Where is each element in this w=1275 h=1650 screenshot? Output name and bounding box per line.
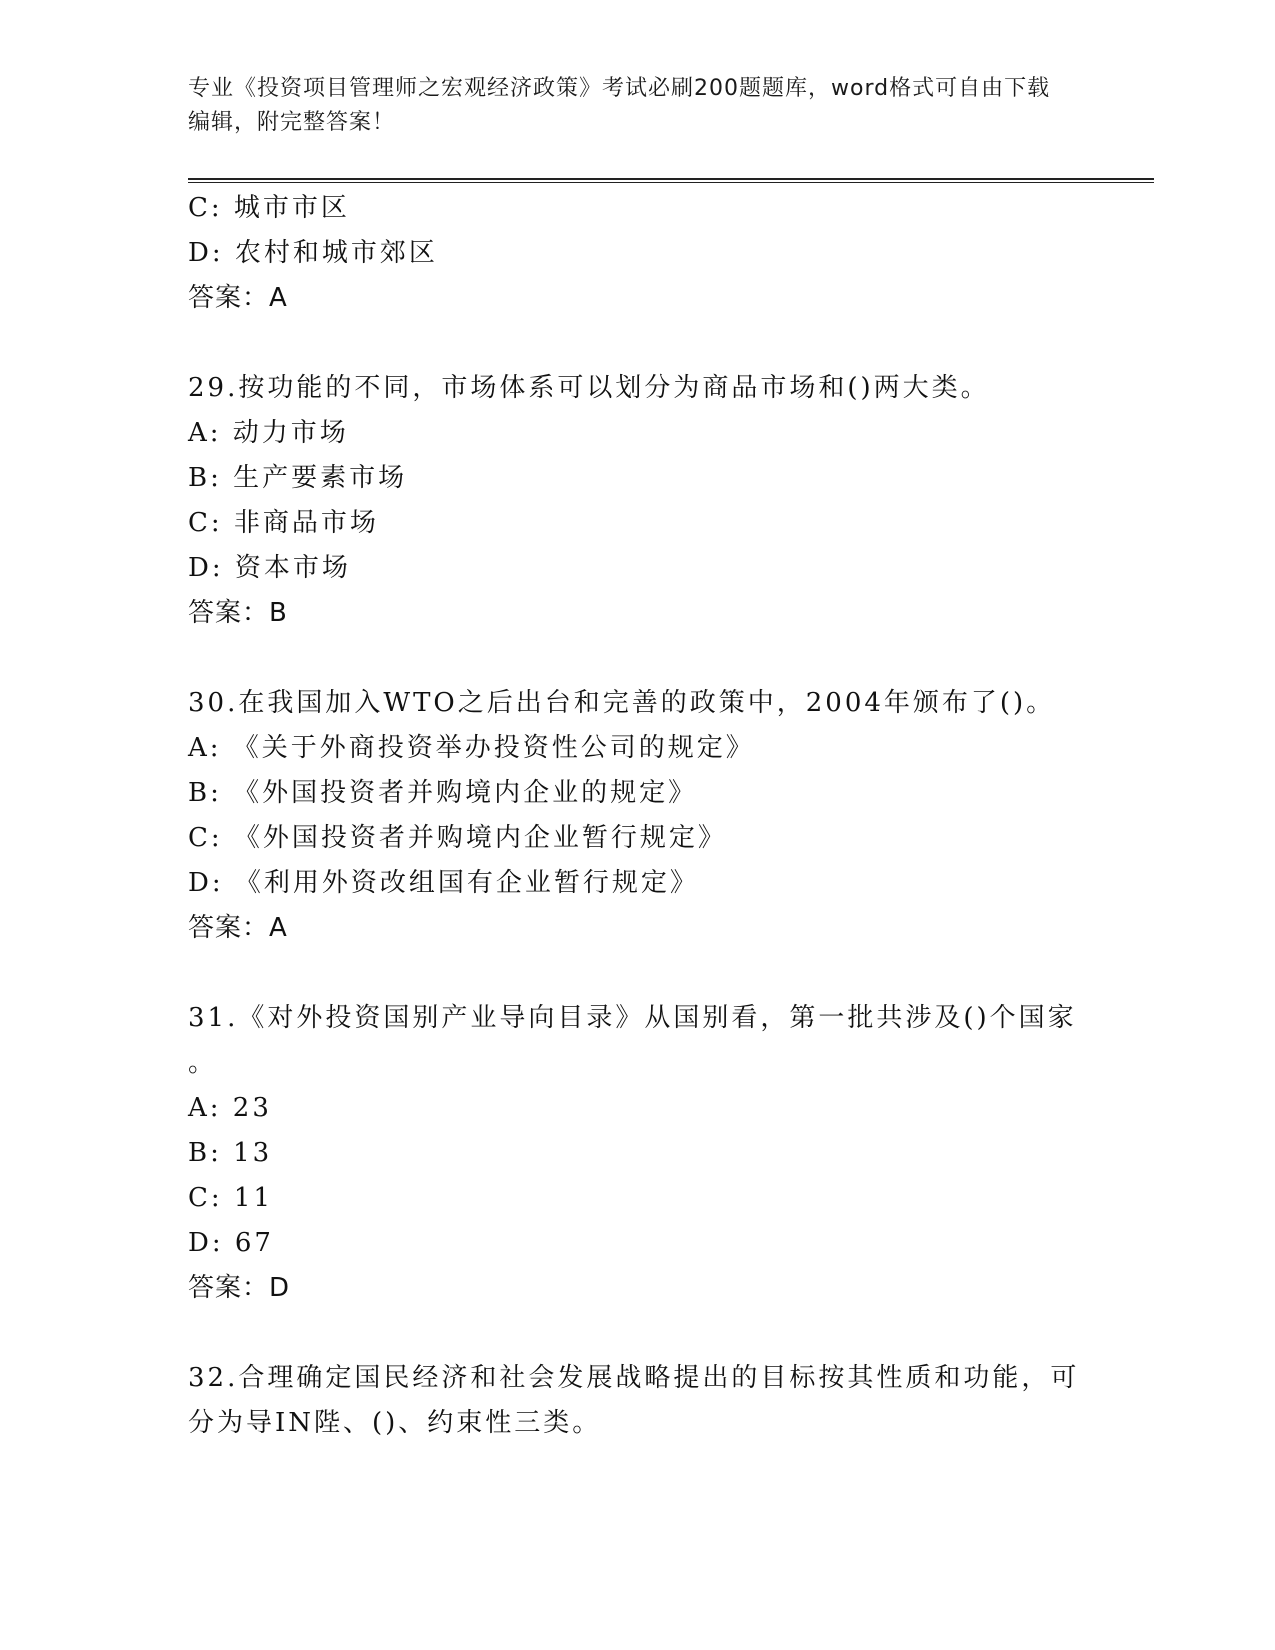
answer-line: 答案：D (188, 1273, 291, 1303)
option-a: A: 《关于外商投资举办投资性公司的规定》 (188, 733, 755, 763)
option-a: A: 23 (188, 1093, 272, 1123)
option-a: A: 动力市场 (188, 418, 349, 448)
question-block-28 (188, 186, 1088, 321)
document-header (188, 72, 1068, 140)
option-b: B: 13 (188, 1138, 273, 1168)
spacer (188, 321, 1088, 366)
question-block-32 (188, 1356, 1088, 1446)
question-stem: 30.在我国加入WTO之后出台和完善的政策中，2004年颁布了()。 (188, 688, 1056, 718)
question-block-30 (188, 681, 1088, 951)
option-c: C: 城市市区 (188, 193, 350, 223)
question-block-29 (188, 366, 1088, 636)
answer-line: 答案：A (188, 283, 288, 313)
question-list (188, 186, 1088, 1446)
option-d: D: 《利用外资改组国有企业暂行规定》 (188, 868, 699, 898)
answer-line: 答案：A (188, 913, 288, 943)
question-stem-line-2: 。 (188, 1048, 218, 1078)
option-d: D: 67 (188, 1228, 274, 1258)
spacer (188, 1311, 1088, 1356)
spacer (188, 636, 1088, 681)
option-d: D: 资本市场 (188, 553, 351, 583)
spacer (188, 951, 1088, 996)
option-c: C: 《外国投资者并购境内企业暂行规定》 (188, 823, 727, 853)
question-block-31 (188, 996, 1088, 1311)
header-text: 专业《投资项目管理师之宏观经济政策》考试必刷200题题库，word格式可自由下载编辑，附完整答案！ (188, 76, 1051, 135)
option-b: B: 《外国投资者并购境内企业的规定》 (188, 778, 698, 808)
question-stem: 29.按功能的不同，市场体系可以划分为商品市场和()两大类。 (188, 373, 990, 403)
question-stem-line-2: 分为导IN陛、()、约束性三类。 (188, 1408, 602, 1438)
answer-line: 答案：B (188, 598, 288, 628)
header-divider (188, 178, 1154, 183)
option-c: C: 非商品市场 (188, 508, 379, 538)
question-stem-line-1: 31.《对外投资国别产业导向目录》从国别看，第一批共涉及()个国家 (188, 1003, 1077, 1033)
option-c: C: 11 (188, 1183, 274, 1213)
option-b: B: 生产要素市场 (188, 463, 408, 493)
question-stem-line-1: 32.合理确定国民经济和社会发展战略提出的目标按其性质和功能，可 (188, 1363, 1080, 1393)
option-d: D: 农村和城市郊区 (188, 238, 438, 268)
